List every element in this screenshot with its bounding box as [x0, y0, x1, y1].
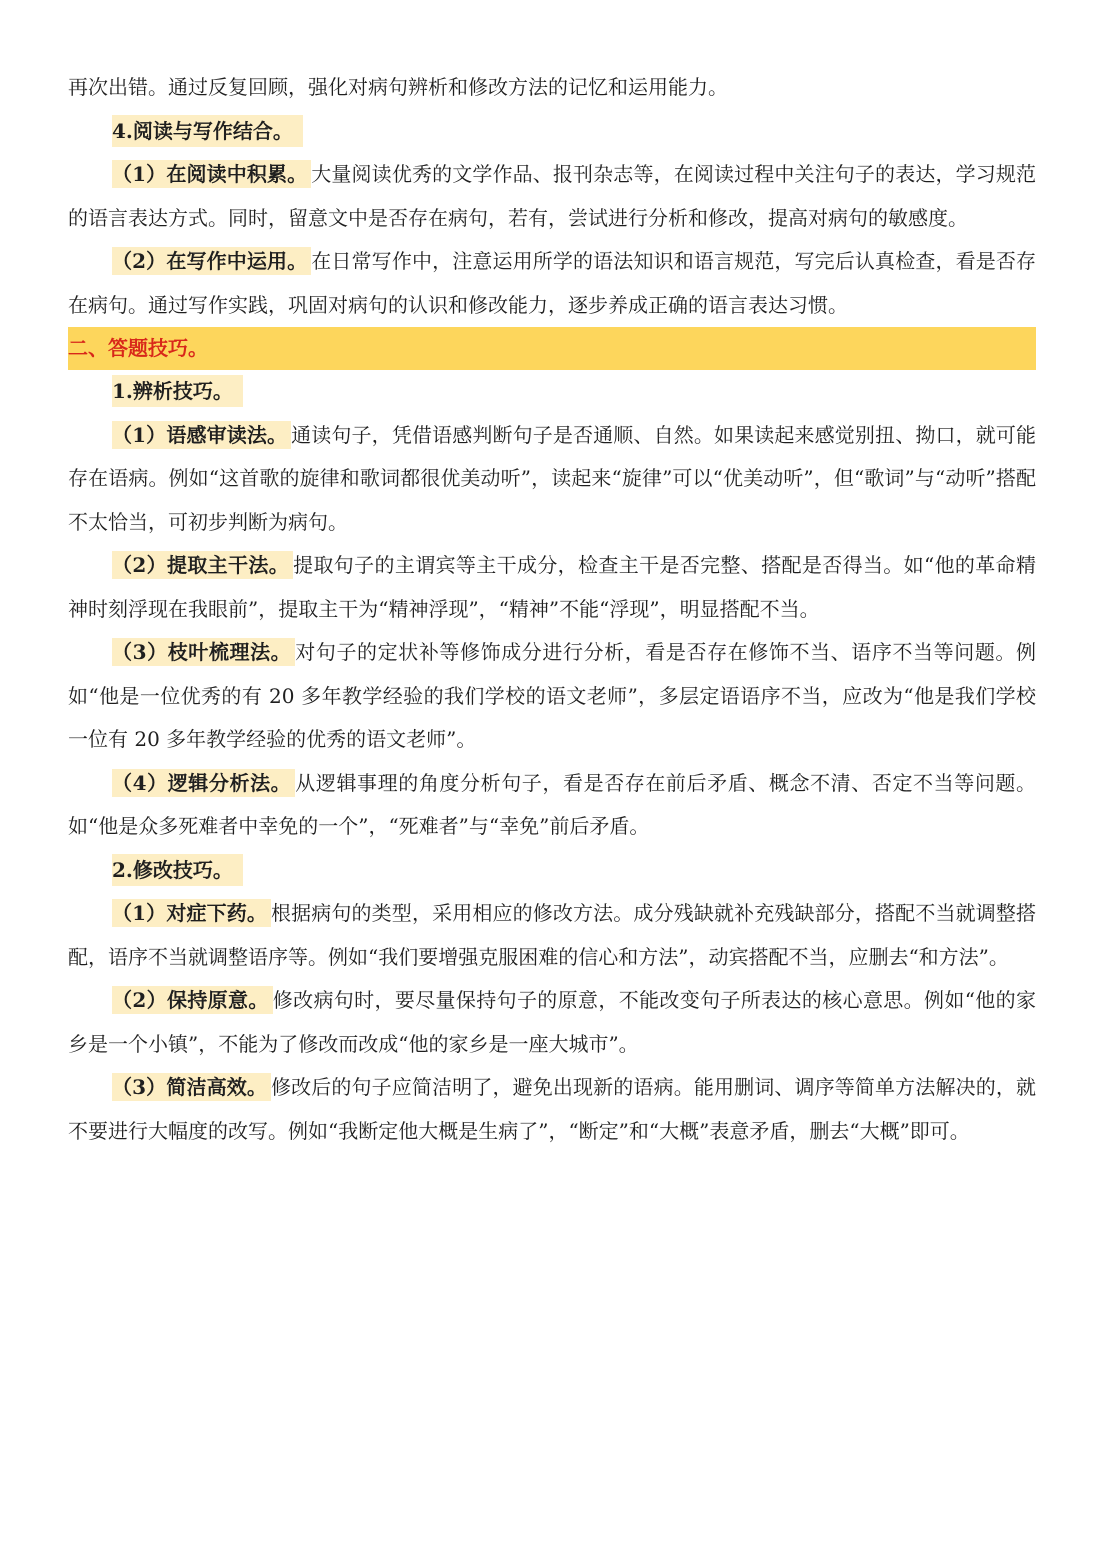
revision-item-1-text: 根据病句的类型，采用相应的修改方法。成分残缺就补充残缺部分，搭配不当就调整搭配，语序不当就调整语序等。例如“我们要增强克服困难的信心和方法”，动宾搭配不当，应删去“和方法”。	[68, 901, 1036, 969]
part4-item-2-label: （2）在写作中运用。	[112, 247, 311, 275]
section2-title-bar: 二、答题技巧。	[68, 327, 1036, 370]
part4-item-1	[68, 153, 1036, 240]
analysis-heading: 1.辨析技巧。	[112, 375, 243, 407]
revision-item-2-label: （2）保持原意。	[112, 986, 273, 1014]
intro-tail-paragraph: 再次出错。通过反复回顾，强化对病句辨析和修改方法的记忆和运用能力。	[68, 75, 728, 99]
analysis-item-3-label: （3）枝叶梳理法。	[112, 638, 295, 666]
analysis-item-3	[68, 631, 1036, 762]
part4-heading-row	[68, 110, 1036, 154]
part4-item-2-text: 在日常写作中，注意运用所学的语法知识和语言规范，写完后认真检查，看是否存在病句。通过写作实践，巩固对病句的认识和修改能力，逐步养成正确的语言表达习惯。	[68, 249, 1037, 317]
revision-item-2	[68, 979, 1036, 1066]
analysis-item-3-text: 对句子的定状补等修饰成分进行分析，看是否存在修饰不当、语序不当等问题。例如“他是一位优秀的有 20 多年教学经验的我们学校的语文老师”，多层定语语序不当，应改为“他是我们学校一位有 20 多年教学经验的优秀的语文老师”。	[68, 640, 1037, 751]
revision-item-2-text: 修改病句时，要尽量保持句子的原意，不能改变句子所表达的核心意思。例如“他的家乡是一个小镇”，不能为了修改而改成“他的家乡是一座大城市”。	[68, 988, 1036, 1056]
analysis-item-2-label: （2）提取主干法。	[112, 551, 293, 579]
revision-item-1	[68, 892, 1036, 979]
revision-item-3-text: 修改后的句子应简洁明了，避免出现新的语病。能用删词、调序等简单方法解决的，就不要进行大幅度的改写。例如“我断定他大概是生病了”，“断定”和“大概”表意矛盾，删去“大概”即可。	[68, 1075, 1036, 1143]
analysis-item-1-label: （1）语感审读法。	[112, 421, 291, 449]
part4-item-1-text: 大量阅读优秀的文学作品、报刊杂志等，在阅读过程中关注句子的表达，学习规范的语言表达方式。同时，留意文中是否存在病句，若有，尝试进行分析和修改，提高对病句的敏感度。	[68, 162, 1037, 230]
analysis-item-1	[68, 414, 1036, 545]
analysis-heading-row	[68, 370, 1036, 414]
analysis-item-4	[68, 762, 1036, 849]
revision-item-3-label: （3）简洁高效。	[112, 1073, 271, 1101]
part4-item-1-label: （1）在阅读中积累。	[112, 160, 311, 188]
revision-item-1-label: （1）对症下药。	[112, 899, 271, 927]
document-page	[68, 66, 1036, 1153]
revision-heading: 2.修改技巧。	[112, 854, 243, 886]
part4-item-2	[68, 240, 1036, 327]
revision-item-3	[68, 1066, 1036, 1153]
analysis-item-4-label: （4）逻辑分析法。	[112, 769, 295, 797]
part4-heading: 4.阅读与写作结合。	[112, 115, 303, 147]
analysis-item-2-text: 提取句子的主谓宾等主干成分，检查主干是否完整、搭配是否得当。如“他的革命精神时刻浮现在我眼前”，提取主干为“精神浮现”，“精神”不能“浮现”，明显搭配不当。	[68, 553, 1036, 621]
analysis-item-2	[68, 544, 1036, 631]
analysis-item-4-text: 从逻辑事理的角度分析句子，看是否存在前后矛盾、概念不清、否定不当等问题。如“他是众多死难者中幸免的一个”，“死难者”与“幸免”前后矛盾。	[68, 770, 1037, 838]
analysis-item-1-text: 通读句子，凭借语感判断句子是否通顺、自然。如果读起来感觉别扭、拗口，就可能存在语病。例如“这首歌的旋律和歌词都很优美动听”，读起来“旋律”可以“优美动听”，但“歌词”与“动听”搭配不太恰当，可初步判断为病句。	[68, 422, 1037, 534]
revision-heading-row	[68, 849, 1036, 893]
